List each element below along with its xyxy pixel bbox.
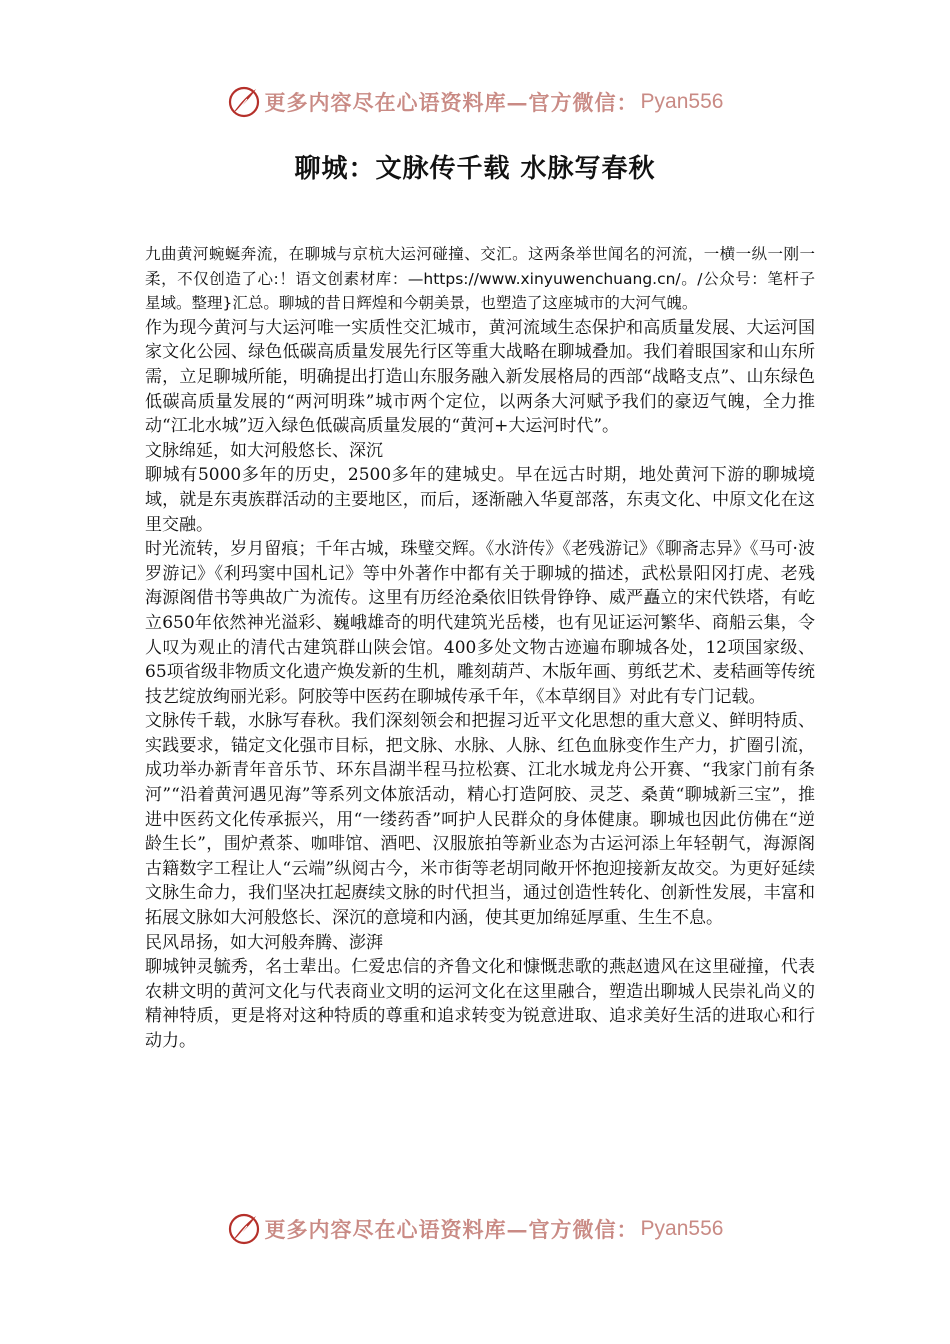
paragraph: 聊城钟灵毓秀，名士辈出。仁爱忠信的齐鲁文化和慷慨悲歌的燕赵遗风在这里碰撞，代表农耕文明的黄河文化与代表商业文明的运河文化在这里融合，塑造出聊城人民崇礼尚义的精神特质，更是将对这种特质的尊重和追求转变为锐意进取、追求美好生活的进取心和行动力。 <box>145 957 815 1051</box>
banner-wechat-id: Pyan556 <box>640 1217 724 1240</box>
banner-text: 更多内容尽在心语资料库—官方微信： <box>264 90 639 115</box>
article-body <box>145 242 815 1054</box>
article-title: 聊城：文脉传千载 水脉写春秋 <box>294 154 656 184</box>
paragraph: 聊城有5000多年的历史，2500多年的建城史。早在远古时期，地处黄河下游的聊城境域，就是东夷族群活动的主要地区，而后，逐渐融入华夏部落，东夷文化、中原文化在这里交融。 <box>145 465 815 535</box>
paragraph: 文脉传千载，水脉写春秋。我们深刻领会和把握习近平文化思想的重大意义、鲜明特质、实践要求，锚定文化强市目标，把文脉、水脉、人脉、红色血脉变作生产力，扩圈引流，成功举办新青年音乐节、环东昌湖半程马拉松赛、江北水城龙舟公开赛、“我家门前有条河”“沿着黄河遇见海”等系列文体旅活动，精心打造阿胶、灵芝、桑黄“聊城新三宝”，推进中医药文化传承振兴，用“一缕药香”呵护人民群众的身体健康。聊城也因此仿佛在“逆龄生长”，围炉煮茶、咖啡馆、酒吧、汉服旅拍等新业态为古运河添上年轻朝气，海源阁古籍数字工程让人“云端”纵阅古今，米市街等老胡同敞开怀抱迎接新友故交。为更好延续文脉生命力，我们坚决扛起赓续文脉的时代担当，通过创造性转化、创新性发展，丰富和拓展文脉如大河般悠长、深沉的意境和内涵，使其更加绵延厚重、生生不息。 <box>145 711 815 929</box>
footer-banner <box>0 1209 950 1249</box>
paragraph: 作为现今黄河与大运河唯一实质性交汇城市，黄河流域生态保护和高质量发展、大运河国家文化公园、绿色低碳高质量发展先行区等重大战略在聊城叠加。我们着眼国家和山东所需，立足聊城所能，明确提出打造山东服务融入新发展格局的西部“战略支点”、山东绿色低碳高质量发展的“两河明珠”城市两个定位，以两条大河赋予我们的豪迈气魄，全力推动“江北水城”迈入绿色低碳高质量发展的“黄河+大运河时代”。 <box>145 317 815 437</box>
section-heading: 民风昂扬，如大河般奔腾、澎湃 <box>145 932 383 953</box>
quill-pen-icon <box>227 85 261 119</box>
banner-wechat-id: Pyan556 <box>640 90 724 113</box>
quill-pen-icon <box>227 1212 261 1246</box>
header-banner <box>0 82 950 122</box>
section-heading: 文脉绵延，如大河般悠长、深沉 <box>145 440 383 461</box>
banner-text: 更多内容尽在心语资料库—官方微信： <box>264 1217 639 1242</box>
paragraph: 时光流转，岁月留痕；千年古城，珠璧交辉。《水浒传》《老残游记》《聊斋志异》《马可·波罗游记》《利玛窦中国札记》等中外著作中都有关于聊城的描述，武松景阳冈打虎、老残海源阁借书等典故广为流传。这里有历经沧桑依旧铁骨铮铮、威严矗立的宋代铁塔，有屹立650年依然神光溢彩、巍峨雄奇的明代建筑光岳楼，也有见证运河繁华、商船云集，令人叹为观止的清代古建筑群山陕会馆。400多处文物古迹遍布聊城各处，12项国家级、65项省级非物质文化遗产焕发新的生机，雕刻葫芦、木版年画、剪纸艺术、麦秸画等传统技艺绽放绚丽光彩。阿胶等中医药在聊城传承千年，《本草纲目》对此有专门记载。 <box>145 539 815 707</box>
paragraph: 九曲黄河蜿蜒奔流，在聊城与京杭大运河碰撞、交汇。这两条举世闻名的河流，一横一纵一刚一柔，不仅创造了心:！语文创素材库：—https://www.xinyuwenchuang.cn/。/公众号：笔杆子星域。整理}汇总。聊城的昔日辉煌和今朝美景，也塑造了这座城市的大河气魄。 <box>145 245 815 313</box>
